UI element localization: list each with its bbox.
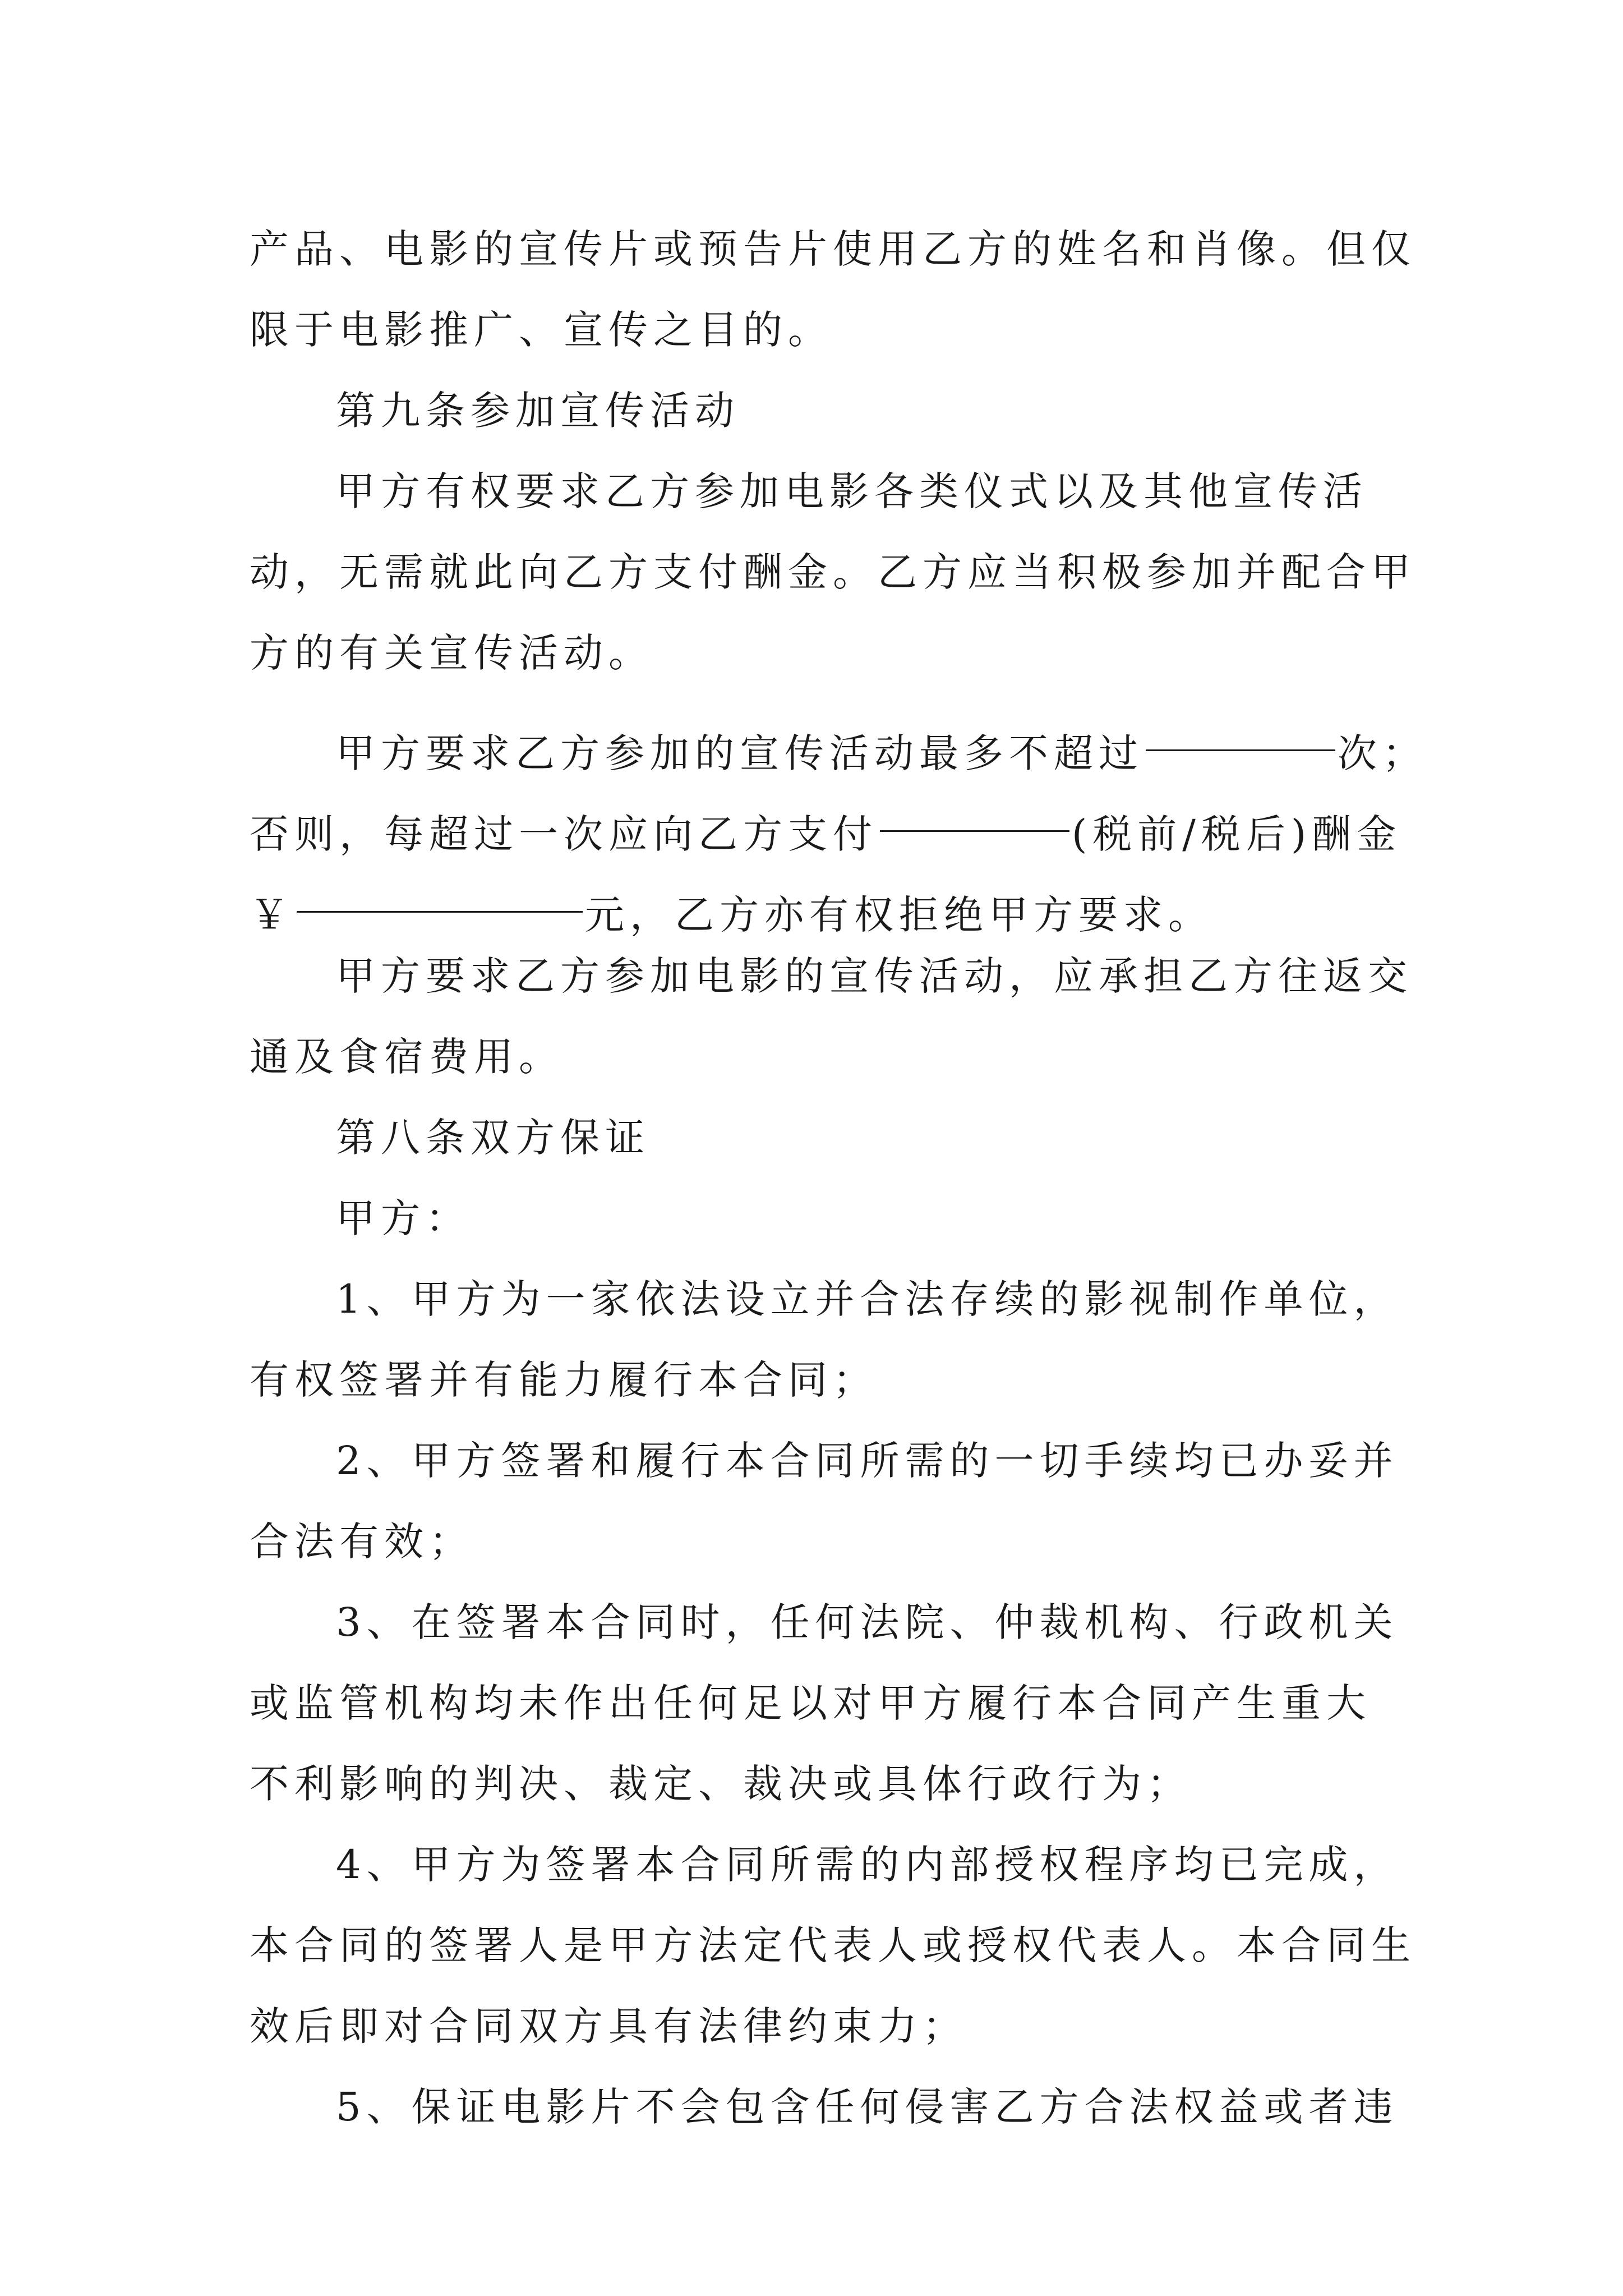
clause-1: 1、甲方为一家依法设立并合法存续的影视制作单位，: [336, 1276, 1399, 1322]
paragraph-line: 通及食宿费用。: [250, 1034, 564, 1080]
blank-max-times[interactable]: [1146, 693, 1335, 751]
section-heading-9: 第九条参加宣传活动: [336, 388, 740, 434]
paragraph-line: 动，无需就此向乙方支付酬金。乙方应当积极参加并配合甲: [250, 549, 1416, 595]
paragraph-line: 本合同的签署人是甲方法定代表人或授权代表人。本合同生: [250, 1922, 1416, 1968]
party-label: 甲方：: [336, 1195, 471, 1241]
fill-in-text: (税前/税后)酬金: [1072, 811, 1402, 857]
fill-in-text: 否则，每超过一次应向乙方支付: [250, 811, 878, 857]
clause-5: 5、保证电影片不会包含任何侵害乙方合法权益或者违: [336, 2084, 1399, 2130]
fill-in-text: 元，乙方亦有权拒绝甲方要求。: [585, 892, 1213, 938]
fill-in-line: [250, 855, 1391, 936]
paragraph-line: 限于电影推广、宣传之目的。: [250, 307, 833, 353]
fill-in-line: [250, 774, 1402, 857]
paragraph-line: 合法有效；: [250, 1519, 474, 1565]
paragraph-line: 甲方有权要求乙方参加电影各类仪式以及其他宣传活: [336, 468, 1368, 514]
paragraph-line: 有权签署并有能力履行本合同；: [250, 1357, 878, 1403]
currency-symbol: ￥: [250, 892, 294, 938]
paragraph-line: 不利影响的判决、裁定、裁决或具体行政行为；: [250, 1761, 1192, 1807]
paragraph-line: 效后即对合同双方具有法律约束力；: [250, 2003, 967, 2049]
paragraph-line: 或监管机构均未作出任何足以对甲方履行本合同产生重大: [250, 1680, 1371, 1726]
paragraph-line: 产品、电影的宣传片或预告片使用乙方的姓名和肖像。但仅: [250, 226, 1416, 272]
paragraph-line: 甲方要求乙方参加电影的宣传活动，应承担乙方往返交: [336, 953, 1413, 999]
document-body: [250, 209, 1427, 2147]
fill-in-text: 甲方要求乙方参加的宣传活动最多不超过: [336, 730, 1144, 776]
clause-3: 3、在签署本合同时，任何法院、仲裁机构、行政机关: [336, 1599, 1399, 1645]
blank-extra-fee[interactable]: [880, 774, 1069, 832]
paragraph-line: 方的有关宣传活动。: [250, 630, 653, 676]
blank-amount[interactable]: [297, 855, 583, 913]
clause-4: 4、甲方为签署本合同所需的内部授权程序均已完成，: [336, 1842, 1399, 1888]
fill-in-text: 次；: [1338, 730, 1427, 776]
section-heading-8: 第八条双方保证: [336, 1115, 650, 1161]
fill-in-line: [250, 693, 1427, 776]
clause-2: 2、甲方签署和履行本合同所需的一切手续均已办妥并: [336, 1438, 1399, 1484]
